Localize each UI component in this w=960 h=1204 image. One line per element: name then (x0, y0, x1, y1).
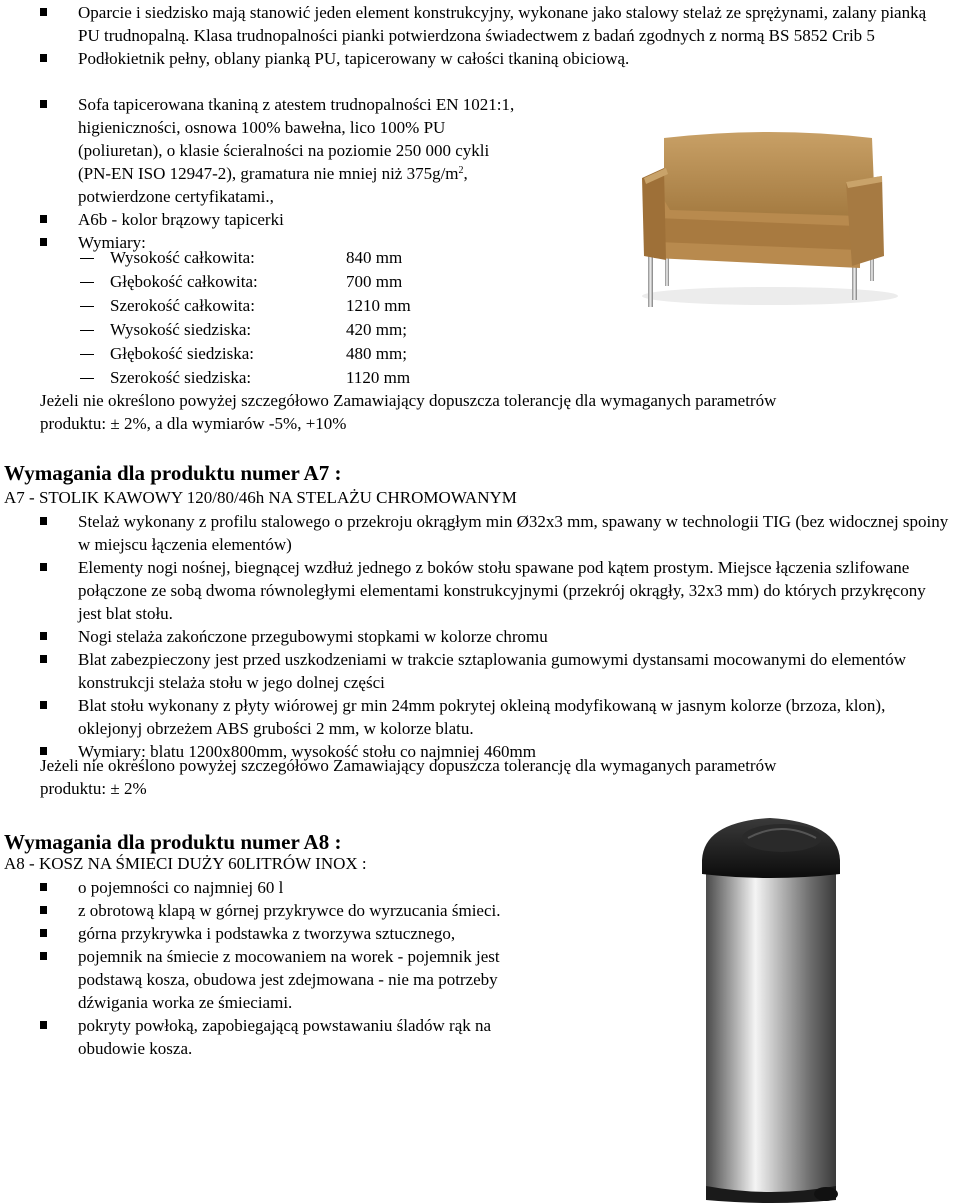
dash-bullet-icon (80, 282, 94, 283)
dash-bullet-icon (80, 306, 94, 307)
list-item: Wymiary: blatu 1200x800mm, wysokość stołu co najmniej 460mm (0, 740, 950, 763)
dimension-label: Wysokość siedziska: (110, 320, 252, 339)
a8-heading: Wymagania dla produktu numer A8 : (4, 830, 342, 854)
dimension-value: 480 mm; (346, 344, 407, 363)
list-item: górna przykrywka i podstawka z tworzywa sztucznego, (0, 922, 540, 945)
dimensions-list (0, 246, 500, 390)
square-bullet-icon (40, 8, 47, 16)
square-bullet-icon (40, 655, 47, 663)
a7-subtitle: A7 - STOLIK KAWOWY 120/80/46h NA STELAŻU CHROMOWANYM (4, 488, 517, 507)
dimension-value: 840 mm (346, 248, 403, 267)
dimension-label: Wysokość całkowita: (110, 248, 255, 267)
square-bullet-icon (40, 701, 47, 709)
square-bullet-icon (40, 929, 47, 937)
list-item: Nogi stelaża zakończone przegubowymi stopkami w kolorze chromu (0, 625, 950, 648)
list-item: Podłokietnik pełny, oblany pianką PU, tapicerowany w całości tkaniną obiciową. (0, 47, 950, 70)
square-bullet-icon (40, 952, 47, 960)
a8-requirements-list (0, 876, 540, 1060)
square-bullet-icon (40, 100, 47, 108)
dash-bullet-icon (80, 354, 94, 355)
dimension-row (0, 318, 500, 342)
dimension-label: Głębokość całkowita: (110, 272, 258, 291)
list-item: z obrotową klapą w górnej przykrywce do wyrzucania śmieci. (0, 899, 540, 922)
a8-subtitle: A8 - KOSZ NA ŚMIECI DUŻY 60LITRÓW INOX : (4, 854, 367, 873)
dimension-label: Głębokość siedziska: (110, 344, 254, 363)
dimension-value: 1210 mm (346, 296, 411, 315)
a7-tolerance-note: Jeżeli nie określono powyżej szczegółowo Zamawiający dopuszcza tolerancję dla wymaganych parametrów produktu: ± 2% (40, 756, 777, 798)
square-bullet-icon (40, 906, 47, 914)
tolerance-note: Jeżeli nie określono powyżej szczegółowo Zamawiający dopuszcza tolerancję dla wymaganych parametrów produktu: ± 2%, a dla wymiarów -5%, +10% (40, 391, 777, 433)
list-item: Oparcie i siedzisko mają stanowić jeden element konstrukcyjny, wykonane jako stalowy stelaż ze sprężynami, zalany pianką PU trudnopalną. Klasa trudnopalności pianki potwierdzona świadectwem z badań zgodnych z normą BS 5852 Crib 5 (0, 1, 950, 47)
dash-bullet-icon (80, 258, 94, 259)
list-item: Wymiary: (0, 231, 620, 254)
dimension-label: Szerokość całkowita: (110, 296, 255, 315)
dimension-row (0, 270, 500, 294)
a7-heading: Wymagania dla produktu numer A7 : (4, 461, 342, 485)
square-bullet-icon (40, 517, 47, 525)
dash-bullet-icon (80, 378, 94, 379)
dimension-value: 420 mm; (346, 320, 407, 339)
trash-bin-image (700, 808, 870, 1204)
dimension-value: 1120 mm (346, 368, 411, 387)
list-item: Elementy nogi nośnej, biegnącej wzdłuż jednego z boków stołu spawane pod kątem prostym. Miejsce łączenia szlifowane połączone ze sobą dwoma równoległymi elementami konstrukcyjnymi (przekrój okrągły, 32x3 mm) do których przykręcony jest blat stołu. (0, 556, 950, 625)
square-bullet-icon (40, 215, 47, 223)
square-bullet-icon (40, 883, 47, 891)
list-item: pokryty powłoką, zapobiegającą powstawaniu śladów rąk na obudowie kosza. (0, 1014, 540, 1060)
square-bullet-icon (40, 54, 47, 62)
list-item: Stelaż wykonany z profilu stalowego o przekroju okrągłym min Ø32x3 mm, spawany w technologii TIG (bez widocznej spoiny w miejscu łączenia elementów) (0, 510, 950, 556)
list-item: Blat stołu wykonany z płyty wiórowej gr min 24mm pokrytej okleiną modyfikowaną w jasnym kolorze (brzoza, klon), oklejonyj obrzeżem ABS grubości 2 mm, w kolorze blatu. (0, 694, 950, 740)
a7-requirements-list (0, 510, 950, 763)
square-bullet-icon (40, 563, 47, 571)
dimension-row (0, 366, 500, 390)
sofa-image (620, 118, 900, 323)
square-bullet-icon (40, 238, 47, 246)
dimension-value: 700 mm (346, 272, 403, 291)
list-item: pojemnik na śmiecie z mocowaniem na worek - pojemnik jest podstawą kosza, obudowa jest zdejmowana - nie ma potrzeby dźwigania worka ze śmieciami. (0, 945, 540, 1014)
dimension-row (0, 246, 500, 270)
dimension-row (0, 342, 500, 366)
dimension-row (0, 294, 500, 318)
list-item: A6b - kolor brązowy tapicerki (0, 208, 620, 231)
list-item: Blat zabezpieczony jest przed uszkodzeniami w trakcie sztaplowania gumowymi dystansami mocowanymi do elementów konstrukcji stelaża stołu w jego dolnej części (0, 648, 950, 694)
dimension-label: Szerokość siedziska: (110, 368, 252, 387)
square-bullet-icon (40, 1021, 47, 1029)
list-item: Sofa tapicerowana tkaniną z atestem trudnopalności EN 1021:1, higieniczności, osnowa 100% bawełna, lico 100% PU (poliuretan), o klasie ścieralności na poziomie 250 000 cykli (PN-EN ISO 12947-2), gramatura nie mniej niż $375g/m^2$, potwierdzone certyfikatami., (0, 93, 620, 208)
list-item: o pojemności co najmniej 60 l (0, 876, 540, 899)
square-bullet-icon (40, 632, 47, 640)
dash-bullet-icon (80, 330, 94, 331)
